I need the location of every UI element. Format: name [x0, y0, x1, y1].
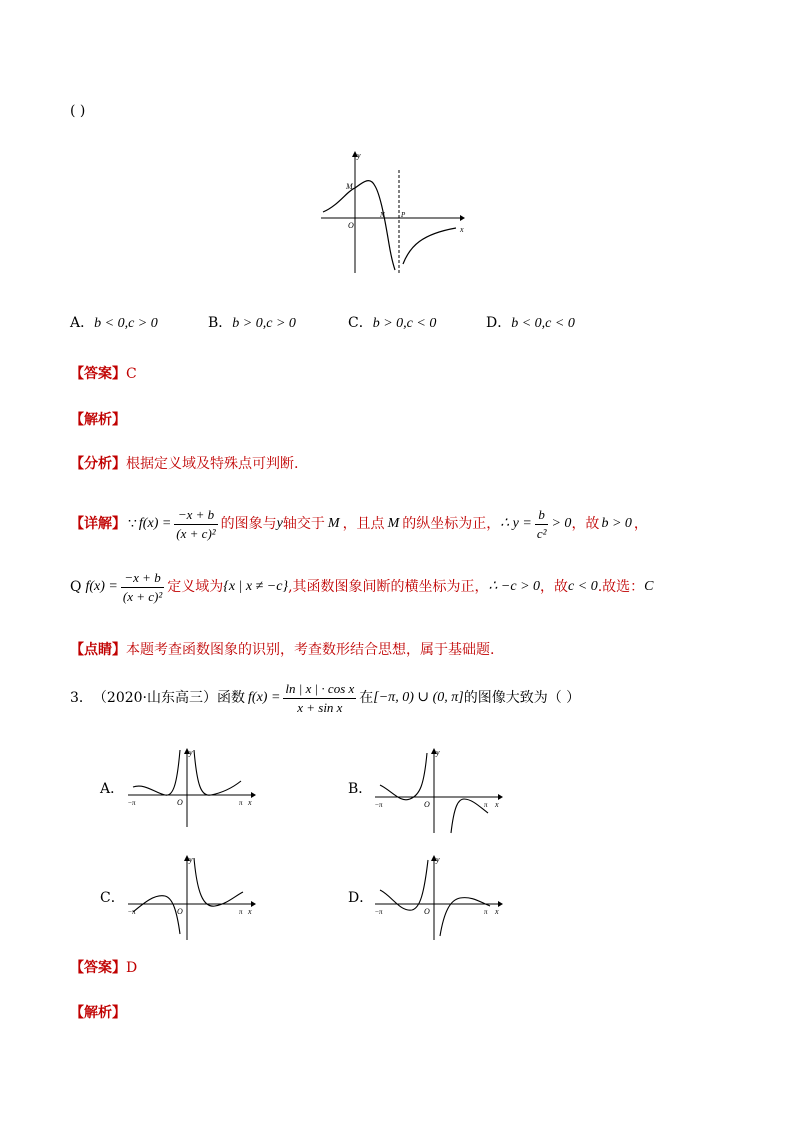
graph-y-label: y [436, 855, 440, 864]
q2-detail-line-2: Q f(x) = $\frac{-x + b}{\text{(x + c)²}}$ 定义域为 {x | x ≠ −c} ,其函数图象间断的横坐标为正， ∴ −c > 0 ，故 c < 0 .故选： C [70, 569, 654, 604]
q2-detail-line-1: 【详解】 ∵ f(x) = $\frac{-x + b}{\text{(x + c)²}}$ 的图象与 y 轴交于 M ，且点 M 的纵坐标为正， ∴ y = $\frac{b}{\text{c²}}$ > 0 ，故 b > 0 ， [70, 506, 648, 541]
graph-neg-pi-label: −π [375, 801, 383, 809]
axis-x-arrow [498, 901, 503, 907]
graph-x-label: x [248, 798, 252, 807]
q2-option-a: A．b < 0,c > 0 [70, 315, 158, 331]
curve-left [380, 860, 428, 910]
answer-blank: ( ) [70, 103, 86, 119]
detail-fraction-b-c2: $\frac{b}{\text{c²}}$ [536, 506, 547, 541]
q2-analysis-heading: 【解析】 [70, 412, 126, 428]
fig1-m-label: M [346, 182, 353, 191]
graph-origin-label: O [424, 800, 430, 809]
graph-x-label: x [495, 800, 499, 809]
q2-option-d: D．b < 0,c < 0 [486, 315, 575, 331]
graph-origin-label: O [177, 798, 183, 807]
graph-y-label: y [189, 855, 193, 864]
right-branch [403, 228, 456, 264]
q2-answer: 【答案】C [70, 366, 137, 382]
q3-option-c-label: C． [100, 890, 125, 906]
x-axis-arrow [460, 215, 465, 221]
q2-dianjing: 【点睛】本题考查函数图象的识别，考查数形结合思想，属于基础题. [70, 642, 495, 658]
q3-option-d-label: D． [348, 890, 374, 906]
graph-pi-label: π [484, 801, 488, 809]
curve-right [194, 858, 243, 906]
curve-left [133, 750, 180, 795]
q3-option-c-graph [125, 852, 260, 942]
graph-neg-pi-label: −π [128, 799, 136, 807]
q3-analysis-heading: 【解析】 [70, 1005, 126, 1021]
graph-x-label: x [495, 907, 499, 916]
graph-origin-label: O [424, 907, 430, 916]
q3-option-a-label: A． [100, 781, 125, 797]
curve-left [133, 896, 180, 934]
curve-right [440, 898, 490, 936]
q2-option-c: C．b > 0,c < 0 [348, 315, 437, 331]
q2-option-b: B．b > 0,c > 0 [208, 315, 296, 331]
graph-neg-pi-label: −π [375, 908, 383, 916]
q3-option-b-label: B． [348, 781, 373, 797]
q3-option-d-graph [372, 852, 507, 942]
q3-answer: 【答案】D [70, 960, 138, 976]
fig1-n-label: N [380, 211, 385, 219]
fig1-y-label: y [357, 151, 361, 160]
curve-right [451, 799, 488, 833]
graph-y-label: y [189, 748, 193, 757]
graph-origin-label: O [177, 907, 183, 916]
fig1-o-label: O [348, 221, 354, 230]
fig1-x-label: x [460, 225, 464, 234]
graph-y-label: y [436, 748, 440, 757]
graph-x-label: x [248, 907, 252, 916]
graph-neg-pi-label: −π [128, 908, 136, 916]
detail2-fraction: $\frac{-x + b}{\text{(x + c)²}}$ [122, 569, 163, 604]
graph-pi-label: π [239, 908, 243, 916]
axis-x-arrow [251, 901, 256, 907]
q2-fenxi: 【分析】根据定义域及特殊点可判断. [70, 456, 299, 472]
q2-function-graph [318, 148, 468, 274]
q3-option-b-graph [372, 745, 507, 835]
curve-right [194, 750, 241, 795]
graph-pi-label: π [239, 799, 243, 807]
detail-fraction: $\frac{-x + b}{\text{(x + c)²}}$ [176, 506, 216, 541]
left-branch [323, 181, 395, 270]
q3-option-a-graph [125, 745, 260, 830]
graph-pi-label: π [484, 908, 488, 916]
curve-left [380, 753, 427, 800]
q3-stem: 3． （2020·山东高三）函数 f(x) = $\frac{\text{ln | x | · cos x}}{\text{x + sin x}}$ 在 [−π, 0) ∪ (0, π] 的图像大致为（ ） [70, 680, 581, 715]
fig1-p-label: P [401, 211, 406, 219]
axis-x-arrow [498, 794, 503, 800]
q3-fraction: $\frac{\text{ln | x | · cos x}}{\text{x + sin x}}$ [285, 680, 355, 715]
axis-x-arrow [251, 792, 256, 798]
